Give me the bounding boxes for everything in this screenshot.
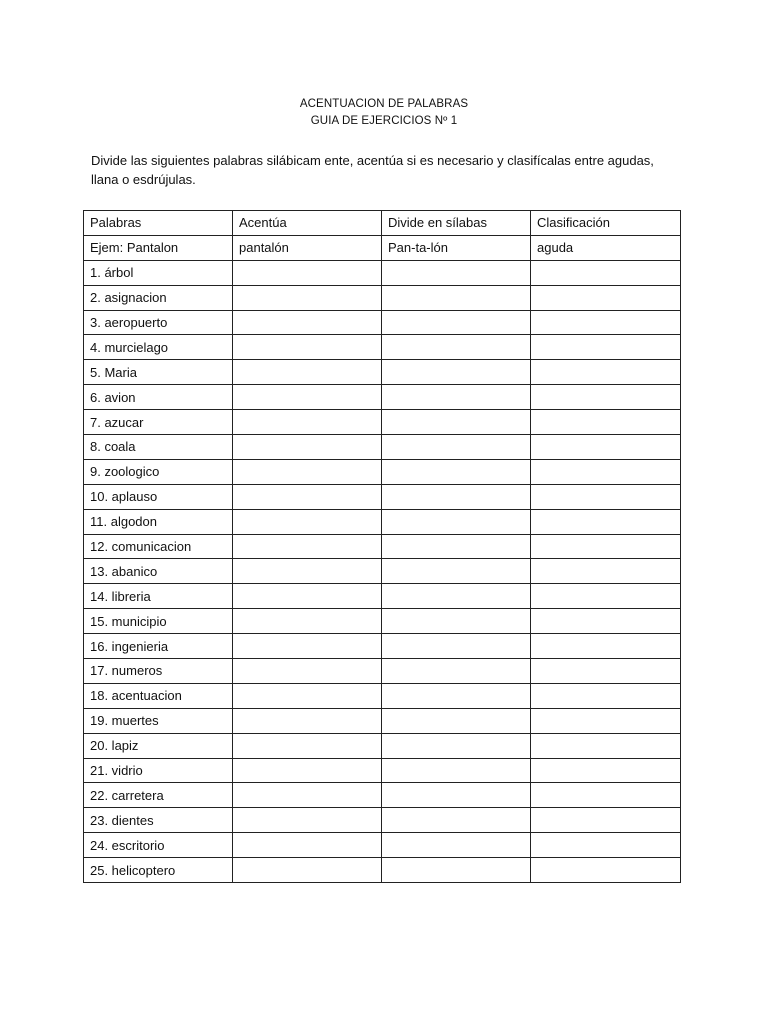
classification-answer-cell[interactable] <box>531 659 681 684</box>
classification-answer-cell[interactable] <box>531 360 681 385</box>
word-cell: 7. azucar <box>84 410 233 435</box>
document-subtitle: GUIA DE EJERCICIOS Nº 1 <box>310 115 458 127</box>
syllables-answer-cell[interactable] <box>382 410 531 435</box>
table-row <box>84 584 681 609</box>
syllables-answer-cell[interactable] <box>382 435 531 460</box>
syllables-answer-cell[interactable] <box>382 484 531 509</box>
classification-answer-cell[interactable] <box>531 808 681 833</box>
syllables-answer-cell[interactable] <box>382 634 531 659</box>
syllables-answer-cell[interactable] <box>382 808 531 833</box>
classification-answer-cell[interactable] <box>531 708 681 733</box>
example-classification: aguda <box>531 235 681 260</box>
accent-answer-cell[interactable] <box>233 310 382 335</box>
word-cell: 12. comunicacion <box>84 534 233 559</box>
classification-answer-cell[interactable] <box>531 783 681 808</box>
word-cell: 1. árbol <box>84 260 233 285</box>
title-block <box>0 96 768 130</box>
example-row <box>84 235 681 260</box>
word-cell: 13. abanico <box>84 559 233 584</box>
example-syllables: Pan-ta-lón <box>382 235 531 260</box>
syllables-answer-cell[interactable] <box>382 335 531 360</box>
table-row <box>84 509 681 534</box>
table-row <box>84 609 681 634</box>
classification-answer-cell[interactable] <box>531 534 681 559</box>
table-row <box>84 335 681 360</box>
syllables-answer-cell[interactable] <box>382 385 531 410</box>
table-row <box>84 385 681 410</box>
word-cell: 17. numeros <box>84 659 233 684</box>
word-cell: 11. algodon <box>84 509 233 534</box>
table-row <box>84 808 681 833</box>
accent-answer-cell[interactable] <box>233 783 382 808</box>
word-cell: 14. libreria <box>84 584 233 609</box>
classification-answer-cell[interactable] <box>531 559 681 584</box>
accent-answer-cell[interactable] <box>233 410 382 435</box>
header-cell-acentua: Acentúa <box>233 211 382 236</box>
exercise-table <box>83 210 681 883</box>
syllables-answer-cell[interactable] <box>382 559 531 584</box>
accent-answer-cell[interactable] <box>233 435 382 460</box>
word-cell: 21. vidrio <box>84 758 233 783</box>
accent-answer-cell[interactable] <box>233 459 382 484</box>
header-cell-palabras: Palabras <box>84 211 233 236</box>
syllables-answer-cell[interactable] <box>382 459 531 484</box>
word-cell: 20. lapiz <box>84 733 233 758</box>
word-cell: 5. Maria <box>84 360 233 385</box>
accent-answer-cell[interactable] <box>233 534 382 559</box>
accent-answer-cell[interactable] <box>233 634 382 659</box>
accent-answer-cell[interactable] <box>233 833 382 858</box>
accent-answer-cell[interactable] <box>233 559 382 584</box>
accent-answer-cell[interactable] <box>233 708 382 733</box>
table-row <box>84 708 681 733</box>
table-row <box>84 733 681 758</box>
syllables-answer-cell[interactable] <box>382 858 531 883</box>
word-cell: 2. asignacion <box>84 285 233 310</box>
word-cell: 18. acentuacion <box>84 683 233 708</box>
table-row <box>84 534 681 559</box>
accent-answer-cell[interactable] <box>233 609 382 634</box>
syllables-answer-cell[interactable] <box>382 260 531 285</box>
syllables-answer-cell[interactable] <box>382 534 531 559</box>
word-cell: 22. carretera <box>84 783 233 808</box>
syllables-answer-cell[interactable] <box>382 360 531 385</box>
accent-answer-cell[interactable] <box>233 385 382 410</box>
table-row <box>84 683 681 708</box>
table-row <box>84 285 681 310</box>
table-row <box>84 410 681 435</box>
classification-answer-cell[interactable] <box>531 833 681 858</box>
table-row <box>84 659 681 684</box>
table-row <box>84 783 681 808</box>
word-cell: 23. dientes <box>84 808 233 833</box>
classification-answer-cell[interactable] <box>531 385 681 410</box>
classification-answer-cell[interactable] <box>531 484 681 509</box>
table-row <box>84 559 681 584</box>
classification-answer-cell[interactable] <box>531 858 681 883</box>
classification-answer-cell[interactable] <box>531 435 681 460</box>
table-row <box>84 360 681 385</box>
classification-answer-cell[interactable] <box>531 459 681 484</box>
syllables-answer-cell[interactable] <box>382 609 531 634</box>
table-row <box>84 484 681 509</box>
header-cell-clasificacion: Clasificación <box>531 211 681 236</box>
syllables-answer-cell[interactable] <box>382 310 531 335</box>
word-cell: 9. zoologico <box>84 459 233 484</box>
word-cell: 3. aeropuerto <box>84 310 233 335</box>
classification-answer-cell[interactable] <box>531 683 681 708</box>
table-row <box>84 858 681 883</box>
accent-answer-cell[interactable] <box>233 584 382 609</box>
table-row <box>84 634 681 659</box>
header-cell-divide: Divide en sílabas <box>382 211 531 236</box>
syllables-answer-cell[interactable] <box>382 783 531 808</box>
classification-answer-cell[interactable] <box>531 310 681 335</box>
word-cell: 6. avion <box>84 385 233 410</box>
syllables-answer-cell[interactable] <box>382 584 531 609</box>
word-cell: 15. municipio <box>84 609 233 634</box>
accent-answer-cell[interactable] <box>233 808 382 833</box>
classification-answer-cell[interactable] <box>531 758 681 783</box>
classification-answer-cell[interactable] <box>531 634 681 659</box>
syllables-answer-cell[interactable] <box>382 285 531 310</box>
accent-answer-cell[interactable] <box>233 484 382 509</box>
accent-answer-cell[interactable] <box>233 360 382 385</box>
accent-answer-cell[interactable] <box>233 683 382 708</box>
table-row <box>84 310 681 335</box>
accent-answer-cell[interactable] <box>233 858 382 883</box>
header-row <box>84 211 681 236</box>
syllables-answer-cell[interactable] <box>382 683 531 708</box>
syllables-answer-cell[interactable] <box>382 758 531 783</box>
classification-answer-cell[interactable] <box>531 733 681 758</box>
table-row <box>84 833 681 858</box>
syllables-answer-cell[interactable] <box>382 733 531 758</box>
classification-answer-cell[interactable] <box>531 584 681 609</box>
accent-answer-cell[interactable] <box>233 659 382 684</box>
classification-answer-cell[interactable] <box>531 260 681 285</box>
document-title: ACENTUACION DE PALABRAS <box>299 98 469 110</box>
classification-answer-cell[interactable] <box>531 410 681 435</box>
accent-answer-cell[interactable] <box>233 285 382 310</box>
classification-answer-cell[interactable] <box>531 285 681 310</box>
classification-answer-cell[interactable] <box>531 509 681 534</box>
word-cell: 25. helicoptero <box>84 858 233 883</box>
accent-answer-cell[interactable] <box>233 509 382 534</box>
example-accent: pantalón <box>233 235 382 260</box>
syllables-answer-cell[interactable] <box>382 659 531 684</box>
word-cell: 16. ingenieria <box>84 634 233 659</box>
syllables-answer-cell[interactable] <box>382 509 531 534</box>
classification-answer-cell[interactable] <box>531 609 681 634</box>
table-row <box>84 260 681 285</box>
accent-answer-cell[interactable] <box>233 335 382 360</box>
table-row <box>84 459 681 484</box>
word-cell: 24. escritorio <box>84 833 233 858</box>
instructions-text: Divide las siguientes palabras silábicam ente, acentúa si es necesario y clasifícalas entre agudas, llana o esdrújulas. <box>91 153 654 187</box>
syllables-answer-cell[interactable] <box>382 708 531 733</box>
accent-answer-cell[interactable] <box>233 758 382 783</box>
example-word: Ejem: Pantalon <box>84 235 233 260</box>
word-cell: 19. muertes <box>84 708 233 733</box>
syllables-answer-cell[interactable] <box>382 833 531 858</box>
accent-answer-cell[interactable] <box>233 733 382 758</box>
accent-answer-cell[interactable] <box>233 260 382 285</box>
table-row <box>84 758 681 783</box>
word-cell: 4. murcielago <box>84 335 233 360</box>
word-cell: 8. coala <box>84 435 233 460</box>
table-row <box>84 435 681 460</box>
word-cell: 10. aplauso <box>84 484 233 509</box>
classification-answer-cell[interactable] <box>531 335 681 360</box>
